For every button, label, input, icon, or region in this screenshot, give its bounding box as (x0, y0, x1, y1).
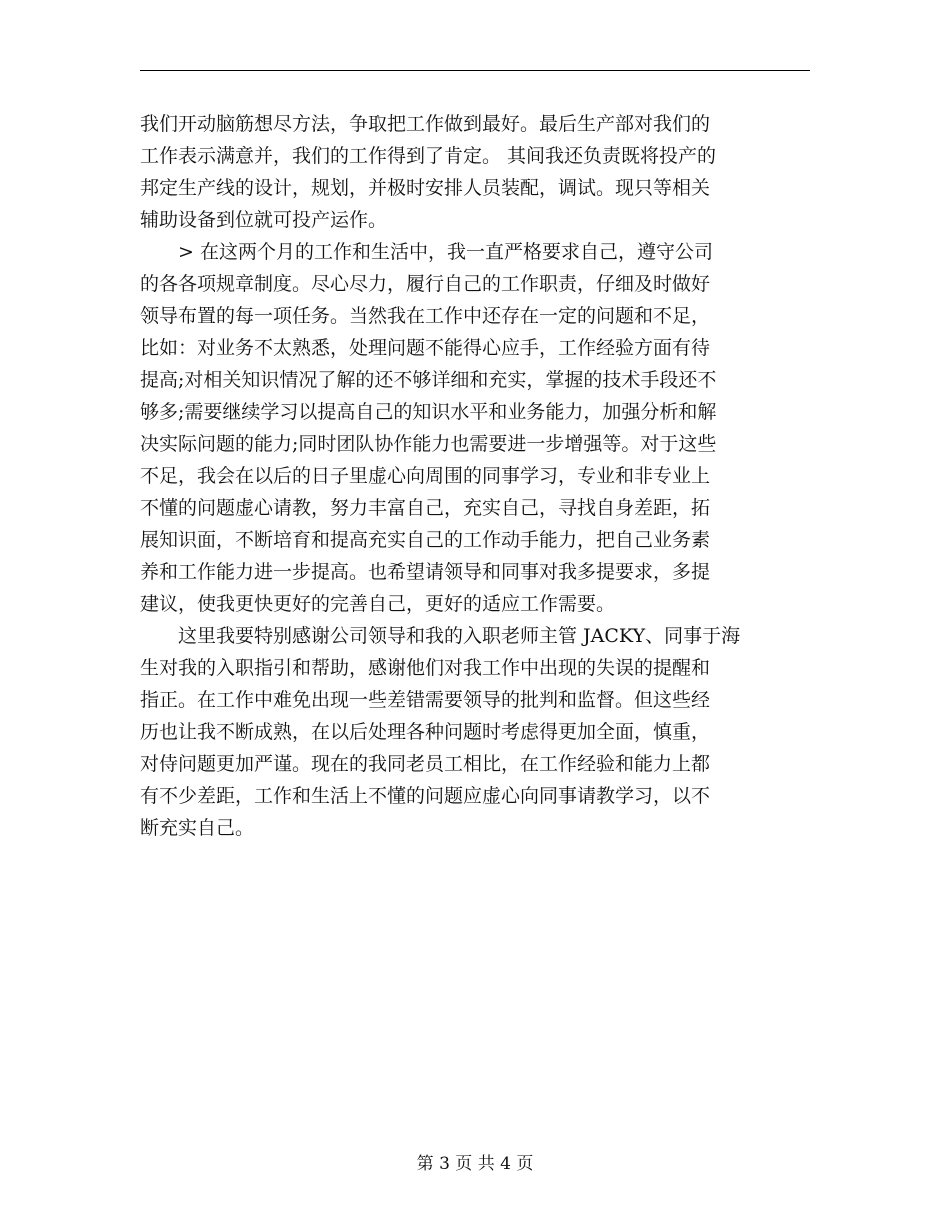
text-line: 领导布置的每一项任务。当然我在工作中还存在一定的问题和不足， (140, 305, 711, 327)
text-line: 生对我的入职指引和帮助，感谢他们对我工作中出现的失误的提醒和 (140, 657, 711, 679)
paragraph (140, 108, 810, 236)
text-line: 建议，使我更快更好的完善自己，更好的适应工作需要。 (140, 593, 616, 615)
text-line: 历也让我不断成熟，在以后处理各种问题时考虑得更加全面，慎重， (140, 721, 711, 743)
text-line: 养和工作能力进一步提高。也希望请领导和同事对我多提要求，多提 (140, 561, 711, 583)
header-rule (140, 70, 810, 71)
text-line: > 在这两个月的工作和生活中，我一直严格要求自己，遵守公司 (140, 241, 713, 263)
text-line: 这里我要特别感谢公司领导和我的入职老师主管 JACKY、同事于海 (140, 625, 741, 647)
page-number-footer: 第 3 页 共 4 页 (416, 1154, 534, 1174)
text-line: 指正。在工作中难免出现一些差错需要领导的批判和监督。但这些经 (140, 689, 711, 711)
document-body (140, 108, 810, 844)
text-line: 有不少差距，工作和生活上不懂的问题应虚心向同事请教学习，以不 (140, 785, 711, 807)
paragraph (140, 620, 810, 844)
text-line: 不懂的问题虚心请教，努力丰富自己，充实自己，寻找自身差距，拓 (140, 497, 711, 519)
text-line: 展知识面，不断培育和提高充实自己的工作动手能力，把自己业务素 (140, 529, 711, 551)
text-line: 比如：对业务不太熟悉，处理问题不能得心应手，工作经验方面有待 (140, 337, 711, 359)
text-line: 够多;需要继续学习以提高自己的知识水平和业务能力，加强分析和解 (140, 401, 717, 423)
text-line: 断充实自己。 (140, 817, 255, 839)
text-line: 我们开动脑筋想尽方法，争取把工作做到最好。最后生产部对我们的 (140, 113, 711, 135)
text-line: 对侍问题更加严谨。现在的我同老员工相比，在工作经验和能力上都 (140, 753, 711, 775)
text-line: 决实际问题的能力;同时团队协作能力也需要进一步增强等。对于这些 (140, 433, 717, 455)
text-line: 提高;对相关知识情况了解的还不够详细和充实，掌握的技术手段还不 (140, 369, 717, 391)
text-line: 邦定生产线的设计，规划，并极时安排人员装配，调试。现只等相关 (140, 177, 711, 199)
text-line: 的各各项规章制度。尽心尽力，履行自己的工作职责，仔细及时做好 (140, 273, 711, 295)
text-line: 不足，我会在以后的日子里虚心向周围的同事学习，专业和非专业上 (140, 465, 711, 487)
paragraph (140, 236, 810, 620)
text-line: 工作表示满意并，我们的工作得到了肯定。 其间我还负责既将投产的 (140, 145, 717, 167)
text-line: 辅助设备到位就可投产运作。 (140, 209, 388, 231)
